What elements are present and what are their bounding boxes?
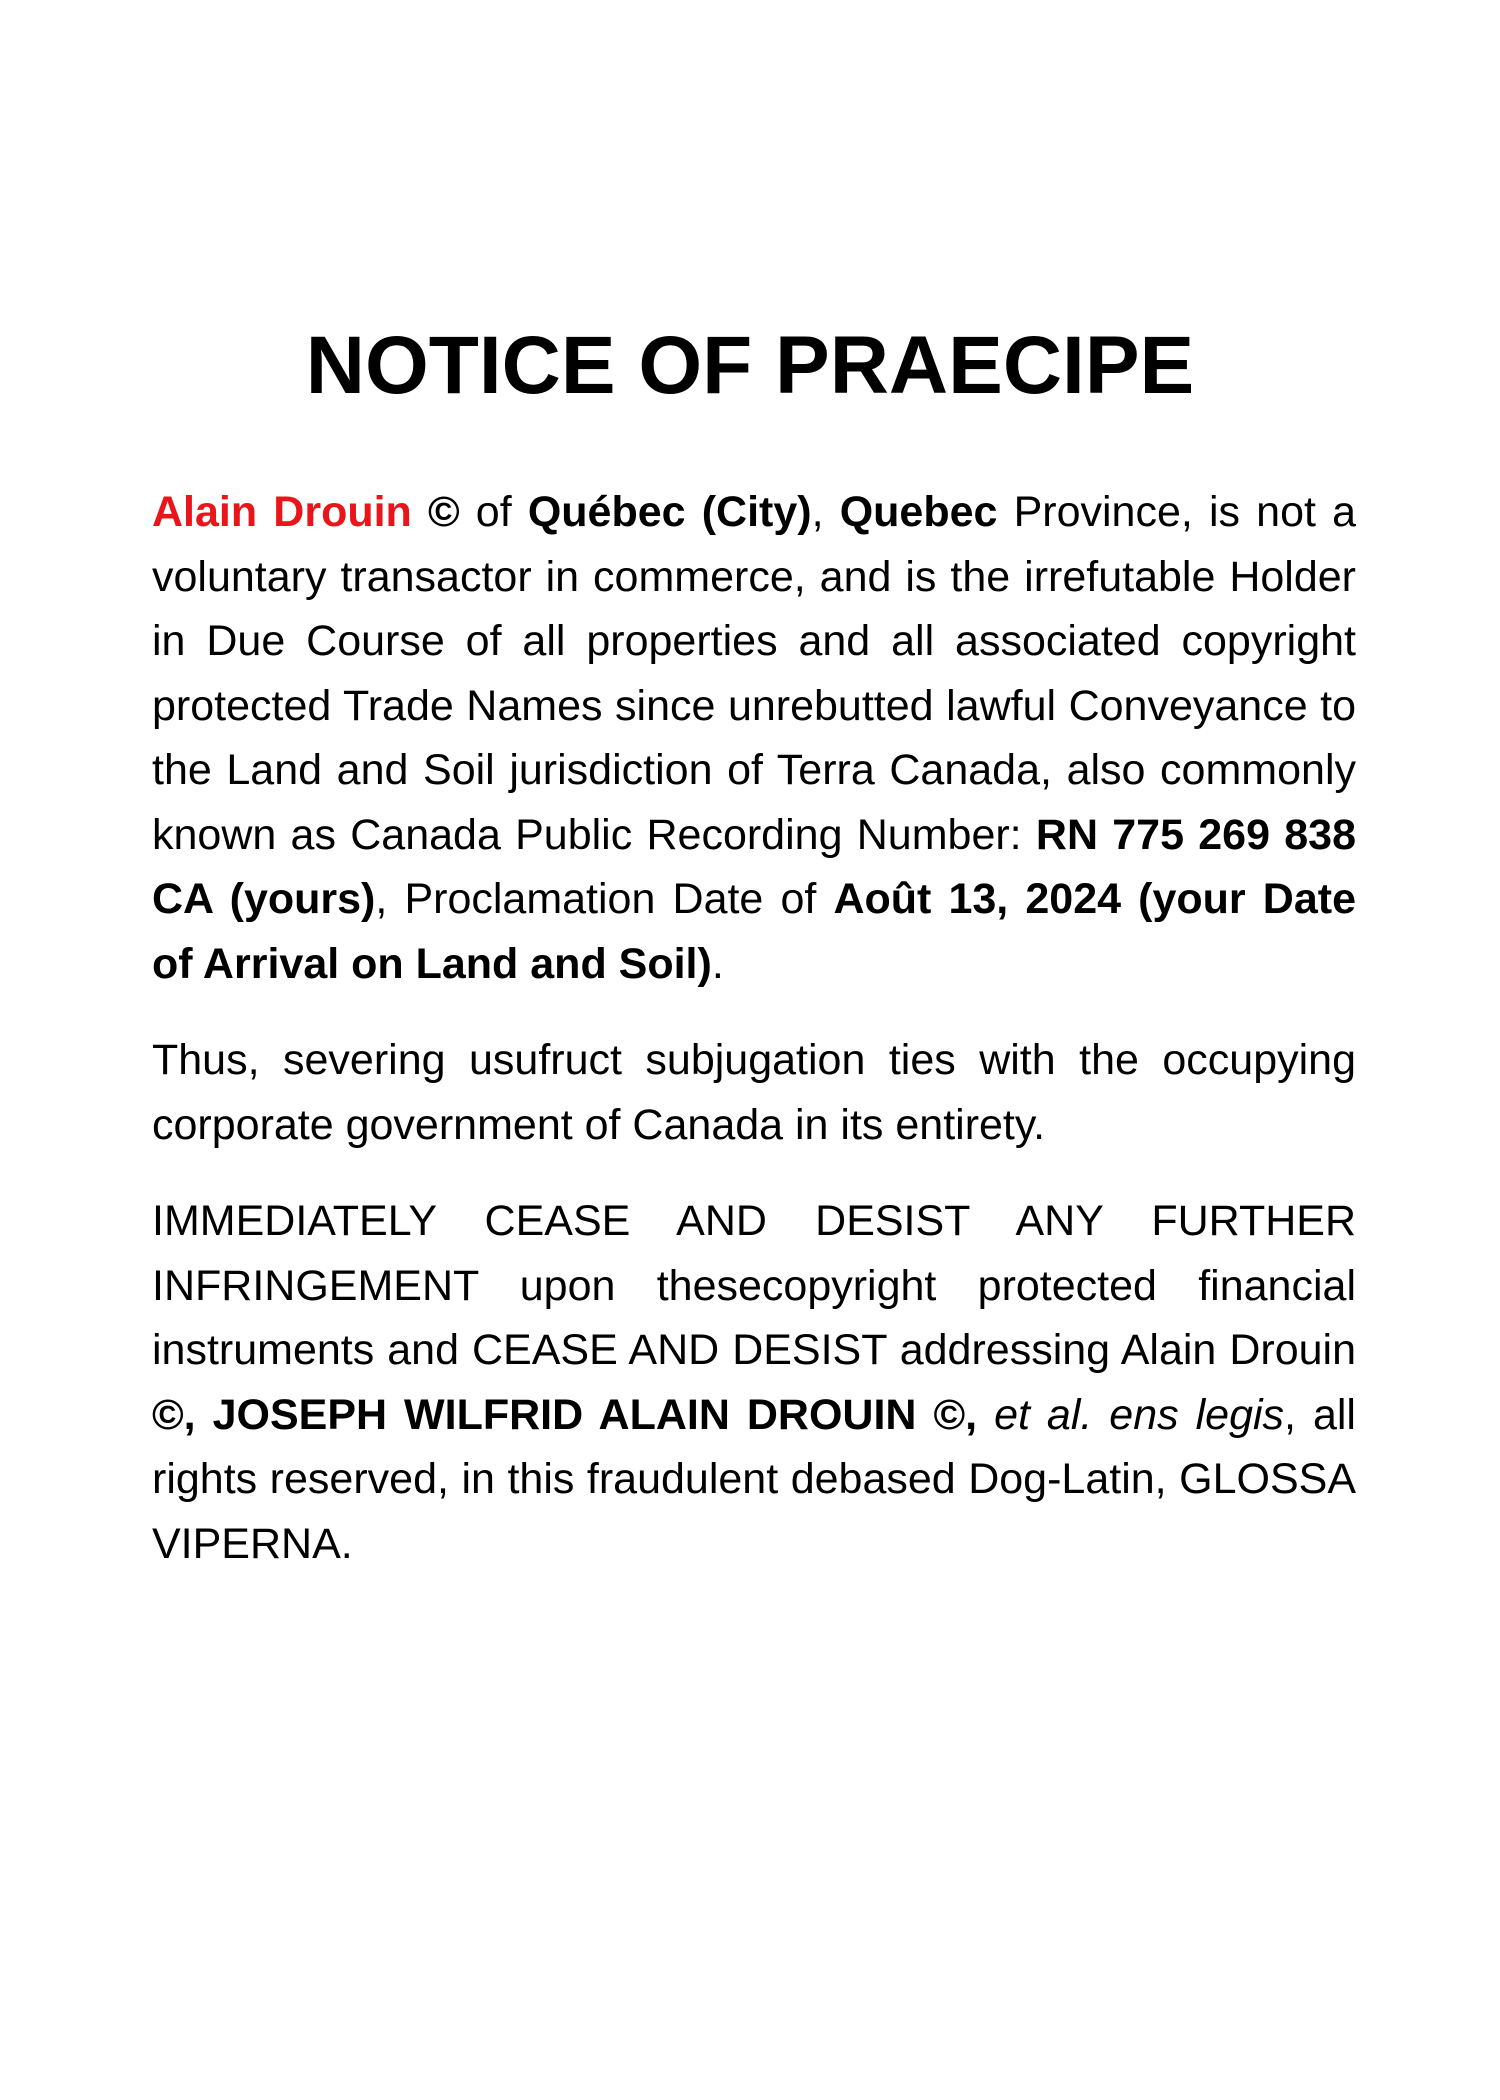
space [977, 1391, 994, 1439]
recording-number: RN 775 269 838 CA (yours) [152, 810, 1357, 923]
italic-terms: et al. ens legis [994, 1390, 1285, 1439]
notice-body [152, 480, 1356, 1608]
proclamation-label: , Proclamation Date of [375, 875, 834, 923]
cease-desist-ending: , all rights reserved, in this fraudulent debased Dog-Latin, GLOSSA VIPERNA. [152, 1390, 1356, 1568]
province-name: Quebec [839, 488, 998, 536]
holder-name: Alain Drouin [152, 488, 412, 536]
declaration-text: Province, is not a voluntary transactor in commerce, and is the irrefutable Holder in Due Course of all properties and all associated copyright protected Trade Names since unrebutted lawful Conveyance to the Land and Soil jurisdiction of Terra Canada, also commonly known as Canada Public Recording Number: [152, 488, 1357, 859]
city-name: Québec (City) [527, 488, 812, 536]
proclamation-date: Août 13, 2024 (your Date of Arrival on Land and Soil) [152, 875, 1356, 988]
paragraph-end: . [711, 939, 724, 988]
paragraph-cease-desist [152, 1189, 1356, 1576]
copyright-of-text: © of [427, 488, 528, 536]
separator-comma: , [811, 488, 840, 536]
bold-names: ©, JOSEPH WILFRID ALAIN DROUIN ©, [152, 1390, 978, 1439]
paragraph-declaration [152, 480, 1356, 996]
page-title: NOTICE OF PRAECIPE [305, 320, 1195, 411]
cease-desist-text: IMMEDIATELY CEASE AND DESIST ANY FURTHER INFRINGEMENT upon thesecopyright protected financial instruments and CEASE AND DESIST addressing Alain Drouin [152, 1197, 1356, 1374]
severing-text: Thus, severing usufruct subjugation ties with the occupying corporate government of Canada in its entirety. [152, 1036, 1356, 1149]
copyright-symbol: © [427, 488, 460, 536]
paragraph-severing [152, 1028, 1356, 1157]
